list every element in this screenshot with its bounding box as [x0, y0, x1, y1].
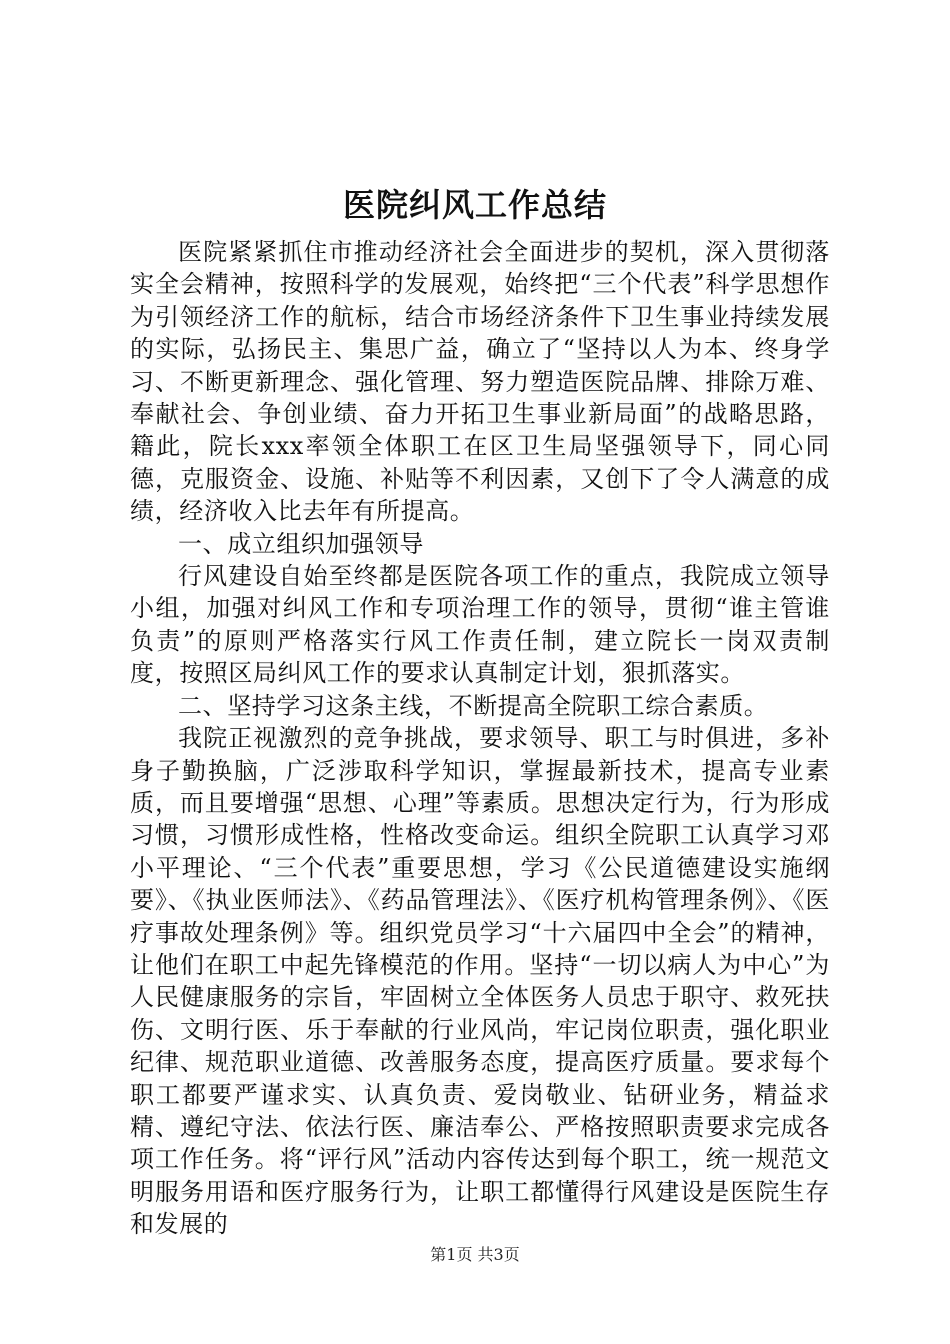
paragraph-section-2: 我院正视激烈的竞争挑战，要求领导、职工与时俱进，多补身子勤换脑，广泛涉取科学知识，掌握最新技术，提高专业素质，而且要增强“思想、心理”等素质。思想决定行为，行为形成习惯，习惯形成性格，性格改变命运。组织全院职工认真学习邓小平理论、“三个代表”重要思想，学习《公民道德建设实施纲要》、《执业医师法》、《药品管理法》、《医疗机构管理条例》、《医疗事故处理条例》等。组织党员学习“十六届四中全会”的精神，让他们在职工中起先锋模范的作用。坚持“一切以病人为中心”为人民健康服务的宗旨，牢固树立全体医务人员忠于职守、救死扶伤、文明行医、乐于奉献的行业风尚，牢记岗位职责，强化职业纪律、规范职业道德、改善服务态度，提高医疗质量。要求每个职工都要严谨求实、认真负责、爱岗敬业、钻研业务，精益求精、遵纪守法、依法行医、廉洁奉公、严格按照职责要求完成各项工作任务。将“评行风”活动内容传达到每个职工，统一规范文明服务用语和医疗服务行为，让职工都懂得行风建设是医院生存和发展的: [130, 724, 830, 1239]
document-body: [130, 236, 830, 1241]
document-title: 医院纠风工作总结: [342, 186, 607, 224]
paragraph-section-1: 行风建设自始至终都是医院各项工作的重点，我院成立领导小组，加强对纠风工作和专项治理工作的领导，贯彻“谁主管谁负责”的原则严格落实行风工作责任制，建立院长一岗双责制度，按照区局纠风工作的要求认真制定计划，狠抓落实。: [130, 562, 830, 688]
paragraph-intro: 医院紧紧抓住市推动经济社会全面进步的契机，深入贯彻落实全会精神，按照科学的发展观，始终把“三个代表”科学思想作为引领经济工作的航标，结合市场经济条件下卫生事业持续发展的实际，弘扬民主、集思广益，确立了“坚持以人为本、终身学习、不断更新理念、强化管理、努力塑造医院品牌、排除万难、奉献社会、争创业绩、奋力开拓卫生事业新局面”的战略思路，籍此，院长xxx率领全体职工在区卫生局坚强领导下，同心同德，克服资金、设施、补贴等不利因素，又创下了令人满意的成绩，经济收入比去年有所提高。: [130, 238, 830, 526]
section-heading-2: 二、坚持学习这条主线，不断提高全院职工综合素质。: [178, 691, 769, 720]
section-heading-1: 一、成立组织加强领导: [178, 529, 424, 558]
page-footer: 第1页 共3页: [430, 1245, 520, 1264]
